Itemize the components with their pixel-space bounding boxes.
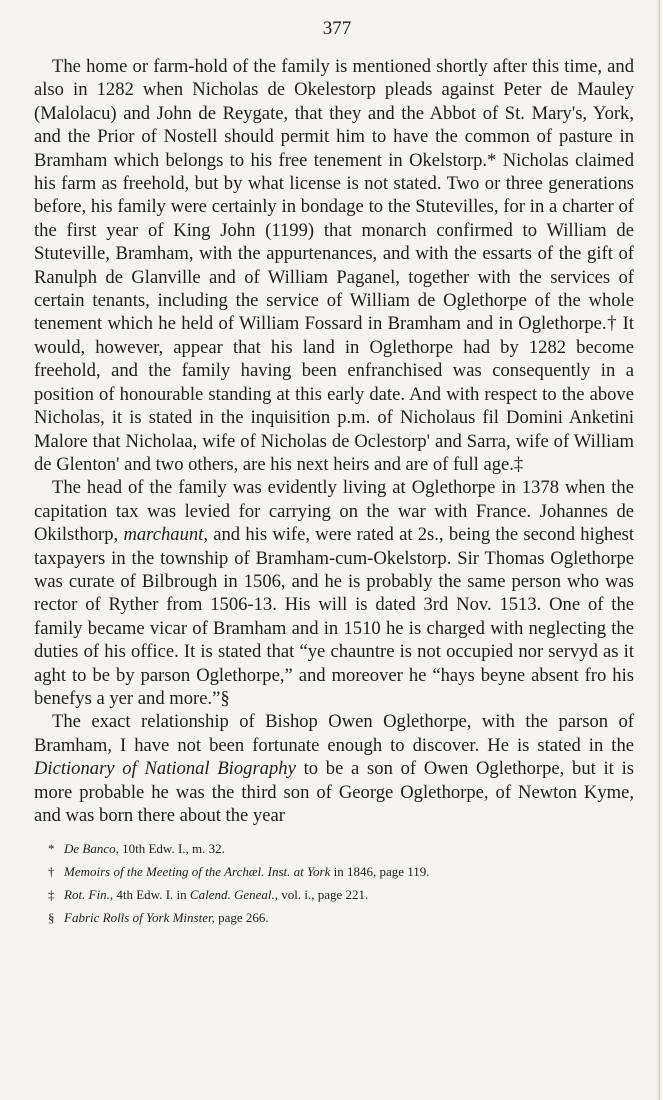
footnote-text: Memoirs of the Meeting of the Archæl. Inst. at York [64, 864, 331, 880]
page-number: 377 [322, 18, 352, 39]
footnote-mark: ‡ [48, 887, 55, 903]
footnote-text: De Banco, [64, 841, 119, 857]
footnote-text: Fabric Rolls of York Minster, [64, 910, 215, 926]
footnote [48, 883, 634, 906]
footnote-mark: * [48, 841, 55, 857]
footnote-text: vol. i., page 221. [278, 887, 369, 903]
paragraph-1: The home or farm-hold of the family is mentioned shortly after this time, and also in 1282 when Nicholas de Okelestorp pleads against Peter de Mauley (Malolacu) and John de Reygate, that they and the Abbot of St. Mary's, York, and the Prior of Nostell should permit him to have the common of pasture in Bramham which belongs to his free tenement in Okelstorp.* Nicholas claimed his farm as freehold, but by what license is not stated. Two or three generations before, his family were certainly in bondage to the Stutevilles, for in a charter of the first year of King John (1199) that monarch confirmed to William de Stuteville, Bramham, with the appurtenances, and with the essarts of the gift of Ranulph de Glanville and of William Paganel, together with the services of certain tenants, including the service of William de Oglethorpe of the whole tenement which he held of William Fossard in Bramham and in Oglethorpe.† It would, however, appear that his land in Oglethorpe had by 1282 become freehold, and the family having been enfranchised was consequently in a position of honourable standing at this early date. And with respect to the above Nicholas, it is stated in the inquisition p.m. of Nicholaus fil Domini Anketini Malore that Nicholaa, wife of Nicholas de Oclestorp' and Sarra, wife of William de Glenton' and two others, are his next heirs and are of full age.‡ [34, 56, 634, 475]
footnote-text: 4th Edw. I. in [113, 887, 190, 903]
page-edge-shadow [657, 0, 660, 1100]
footnote-mark: † [48, 864, 55, 880]
footnote-text: page 266. [214, 910, 269, 926]
paragraph-2 [34, 476, 634, 710]
footnote-text: in 1846, page 119. [330, 864, 430, 880]
footnote [48, 837, 634, 860]
paragraph-3-text-c: to be a son of Owen Oglethorpe, but it is more probable he was the third son of George Oglethorpe, of Newton Kyme, and was born there about the year [34, 758, 634, 826]
paragraph-2-text-c: , and his wife, were rated at 2s., being the second highest taxpayers in the township of Bramham-cum-Okelstorp. Sir Thomas Oglethorpe was curate of Bilbrough in 1506, and he is probably the same person who was rector of Ryther from 1506-13. His will is dated 3rd Nov. 1513. One of the family became vicar of Bramham and in 1510 he is charged with neglecting the duties of his office. It is stated that “ye chauntre is not occupied nor servyd as it aght to be by parson Oglethorpe,” and moreover he “hays beyne absent fro his benefys a yer and more.”§ [34, 524, 634, 709]
paragraph-3-italic-title: Dictionary of National Biography [34, 758, 296, 780]
footnote-text: Rot. Fin., [64, 887, 114, 903]
footnote [48, 906, 634, 929]
paragraph-3-text-a: The exact relationship of Bishop Owen Oglethorpe, with the parson of Bramham, I have not been fortunate enough to discover. He is stated in the [34, 711, 634, 756]
paragraph-2-text-a: The head of the family was evidently living at Oglethorpe in 1378 when the capitation tax was levied for carrying on the war with France. Johannes de Okilsthorp, [34, 477, 634, 546]
footnotes [34, 837, 634, 929]
footnote-text: 10th Edw. I., m. 32. [118, 841, 225, 857]
paragraph-3 [34, 710, 634, 827]
footnote-mark: § [48, 910, 55, 926]
footnote [48, 860, 634, 883]
footnote-text: Calend. Geneal., [189, 887, 278, 903]
paragraph-2-italic: marchaunt [123, 524, 204, 546]
